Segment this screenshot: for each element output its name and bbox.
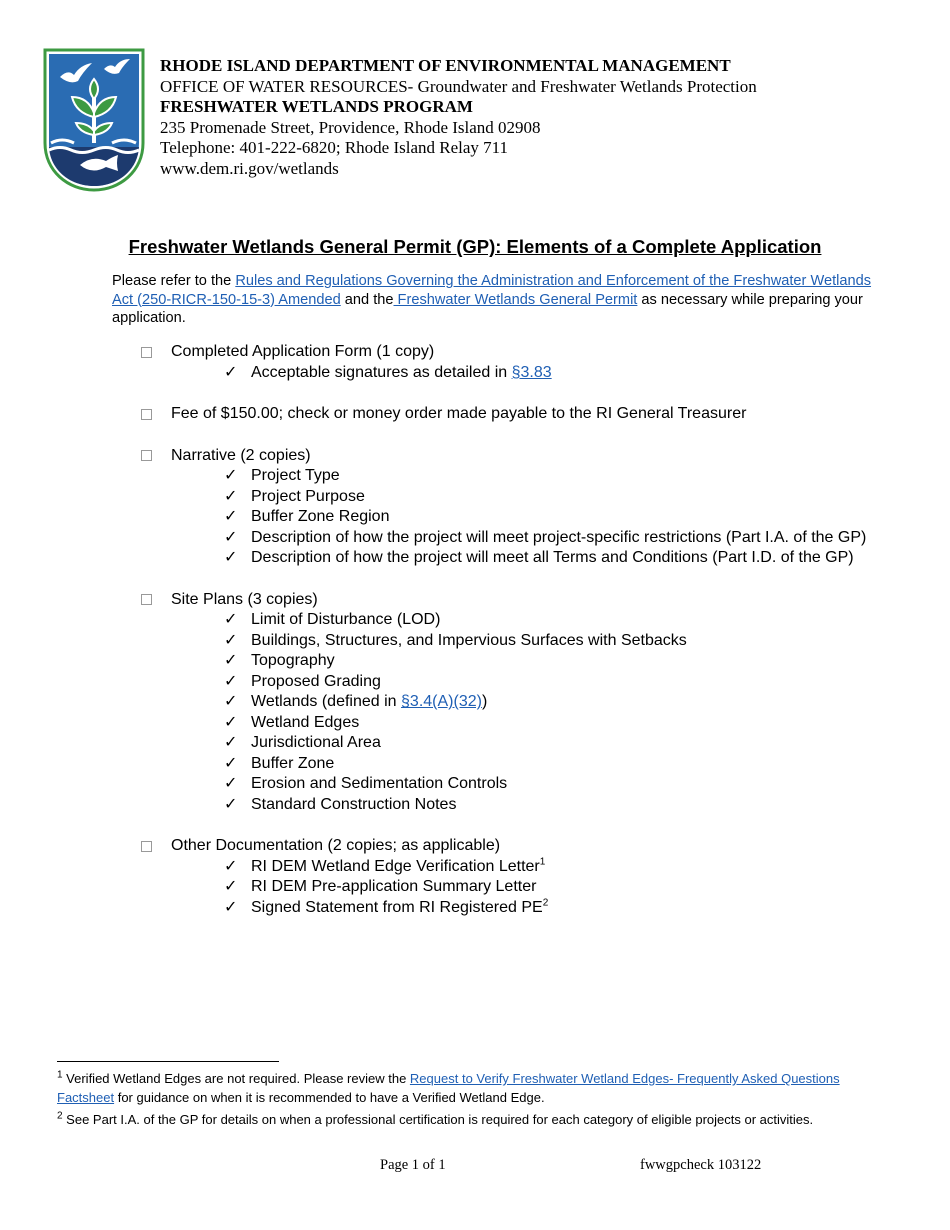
list-item — [224, 363, 898, 384]
intro-paragraph — [112, 272, 882, 328]
checkbox[interactable] — [141, 841, 152, 852]
section-3-83-link[interactable]: §3.83 — [511, 363, 552, 381]
item-text: Acceptable signatures as detailed in — [251, 363, 512, 381]
application-checklist — [138, 342, 898, 939]
section-narrative — [138, 446, 898, 569]
list-item — [224, 713, 898, 734]
document-title: Freshwater Wetlands General Permit (GP): Elements of a Complete Application — [128, 236, 822, 257]
rules-regulations-link[interactable]: Rules and Regulations Governing the Administration and Enforcement of the Freshwater Wetlands Act (250-RICR-150-15-3) Amended — [112, 273, 872, 308]
item-text: Description of how the project will meet all Terms and Conditions (Part I.D. of the GP) — [251, 549, 854, 566]
footnote-text: for guidance on when it is recommended to have a Verified Wetland Edge. — [114, 1089, 545, 1105]
checkbox[interactable] — [141, 409, 152, 420]
checkmark-icon: ✓ — [224, 898, 238, 916]
website: www.dem.ri.gov/wetlands — [160, 158, 339, 178]
checkmark-icon: ✓ — [224, 857, 238, 875]
list-item — [224, 754, 898, 775]
item-text: RI DEM Pre-application Summary Letter — [251, 878, 537, 895]
item-text: Project Type — [251, 467, 340, 484]
list-item — [224, 733, 898, 754]
footnote-ref[interactable]: 2 — [542, 897, 549, 909]
item-text: Description of how the project will meet project-specific restrictions (Part I.A. of the GP) — [251, 528, 867, 546]
section-heading: Fee of $150.00; check or money order made payable to the RI General Treasurer — [171, 405, 747, 423]
item-text: Project Purpose — [251, 487, 365, 505]
section-heading: Site Plans (3 copies) — [171, 590, 318, 608]
list-item — [224, 672, 898, 693]
checkbox[interactable] — [141, 594, 152, 605]
letterhead — [160, 56, 757, 179]
footnote-text: See Part I.A. of the GP for details on when a professional certification is required for each category of eligible projects or activities. — [62, 1112, 814, 1127]
section-site-plans — [138, 590, 898, 816]
checkmark-icon: ✓ — [224, 528, 238, 546]
item-text: Topography — [251, 652, 335, 669]
list-item — [224, 857, 898, 878]
footnote-divider — [57, 1061, 279, 1062]
section-heading: Other Documentation (2 copies; as applicable) — [171, 837, 501, 855]
list-item — [224, 898, 898, 919]
section-other-documentation — [138, 836, 898, 918]
footnote-ref[interactable]: 1 — [539, 856, 546, 868]
list-item — [224, 548, 898, 569]
checkmark-icon: ✓ — [224, 713, 238, 731]
address: 235 Promenade Street, Providence, Rhode Island 02908 — [160, 117, 541, 137]
checkmark-icon: ✓ — [224, 467, 238, 484]
list-item — [224, 651, 898, 672]
list-item — [224, 877, 898, 898]
item-text: Signed Statement from RI Registered PE — [251, 898, 543, 916]
list-item — [224, 466, 898, 487]
section-application-form — [138, 342, 898, 383]
list-item — [224, 610, 898, 631]
checkbox[interactable] — [141, 450, 152, 461]
section-heading: Narrative (2 copies) — [171, 446, 311, 464]
org-name: RHODE ISLAND DEPARTMENT OF ENVIRONMENTAL MANAGEMENT — [160, 56, 731, 75]
footnote-1 — [57, 1070, 897, 1107]
item-text: ) — [481, 693, 488, 710]
checkmark-icon: ✓ — [224, 878, 238, 895]
intro-text: as necessary while preparing your application. — [112, 291, 863, 326]
item-text: Jurisdictional Area — [251, 734, 381, 751]
item-text: Wetland Edges — [251, 713, 360, 731]
checkmark-icon: ✓ — [224, 631, 238, 649]
checkbox[interactable] — [141, 347, 152, 358]
list-item — [224, 795, 898, 816]
item-text: Buildings, Structures, and Impervious Surfaces with Setbacks — [251, 631, 687, 649]
item-text: Wetlands (defined in — [251, 693, 402, 710]
item-text: RI DEM Wetland Edge Verification Letter — [251, 857, 540, 875]
list-item — [224, 507, 898, 528]
footnote-2 — [57, 1111, 897, 1130]
page-number: Page 1 of 1 — [380, 1157, 446, 1173]
footnotes — [57, 1070, 897, 1134]
item-text: Proposed Grading — [251, 672, 381, 690]
document-code: fwwgpcheck 103122 — [640, 1157, 762, 1173]
checkmark-icon: ✓ — [224, 508, 238, 525]
checkmark-icon: ✓ — [224, 734, 238, 751]
section-fee — [138, 404, 898, 425]
checkmark-icon: ✓ — [224, 652, 238, 669]
list-item — [224, 774, 898, 795]
list-item — [224, 528, 898, 549]
item-text: Limit of Disturbance (LOD) — [251, 611, 441, 628]
item-text: Buffer Zone — [251, 754, 335, 772]
program-name: FRESHWATER WETLANDS PROGRAM — [160, 97, 473, 116]
intro-text: and the — [340, 291, 394, 308]
checkmark-icon: ✓ — [224, 672, 238, 690]
footnote-text: Verified Wetland Edges are not required. Please review the — [62, 1071, 410, 1086]
checkmark-icon: ✓ — [224, 363, 238, 381]
list-item — [224, 487, 898, 508]
section-heading: Completed Application Form (1 copy) — [171, 343, 435, 361]
checkmark-icon: ✓ — [224, 487, 238, 505]
intro-text: Please refer to the — [112, 273, 236, 289]
verify-wetland-edges-faq-link[interactable]: Request to Verify Freshwater Wetland Edges- Frequently Asked Questions Factsheet — [57, 1071, 840, 1105]
checkmark-icon: ✓ — [224, 693, 238, 710]
footnote-number: 1 — [57, 1069, 63, 1081]
checkmark-icon: ✓ — [224, 549, 238, 566]
checkmark-icon: ✓ — [224, 775, 238, 792]
checkmark-icon: ✓ — [224, 754, 238, 772]
general-permit-link[interactable]: Freshwater Wetlands General Permit — [393, 291, 638, 308]
checkmark-icon: ✓ — [224, 795, 238, 813]
footnote-number: 2 — [57, 1110, 63, 1122]
list-item — [224, 631, 898, 652]
item-text: Standard Construction Notes — [251, 795, 457, 813]
list-item — [224, 692, 898, 713]
office-name: OFFICE OF WATER RESOURCES- Groundwater and Freshwater Wetlands Protection — [160, 76, 757, 96]
item-text: Erosion and Sedimentation Controls — [251, 775, 508, 792]
ridem-logo — [42, 47, 146, 193]
item-text: Buffer Zone Region — [251, 508, 390, 525]
checkmark-icon: ✓ — [224, 611, 238, 628]
telephone: Telephone: 401-222-6820; Rhode Island Relay 711 — [160, 138, 509, 157]
section-3-4-link[interactable]: §3.4(A)(32) — [401, 693, 482, 710]
